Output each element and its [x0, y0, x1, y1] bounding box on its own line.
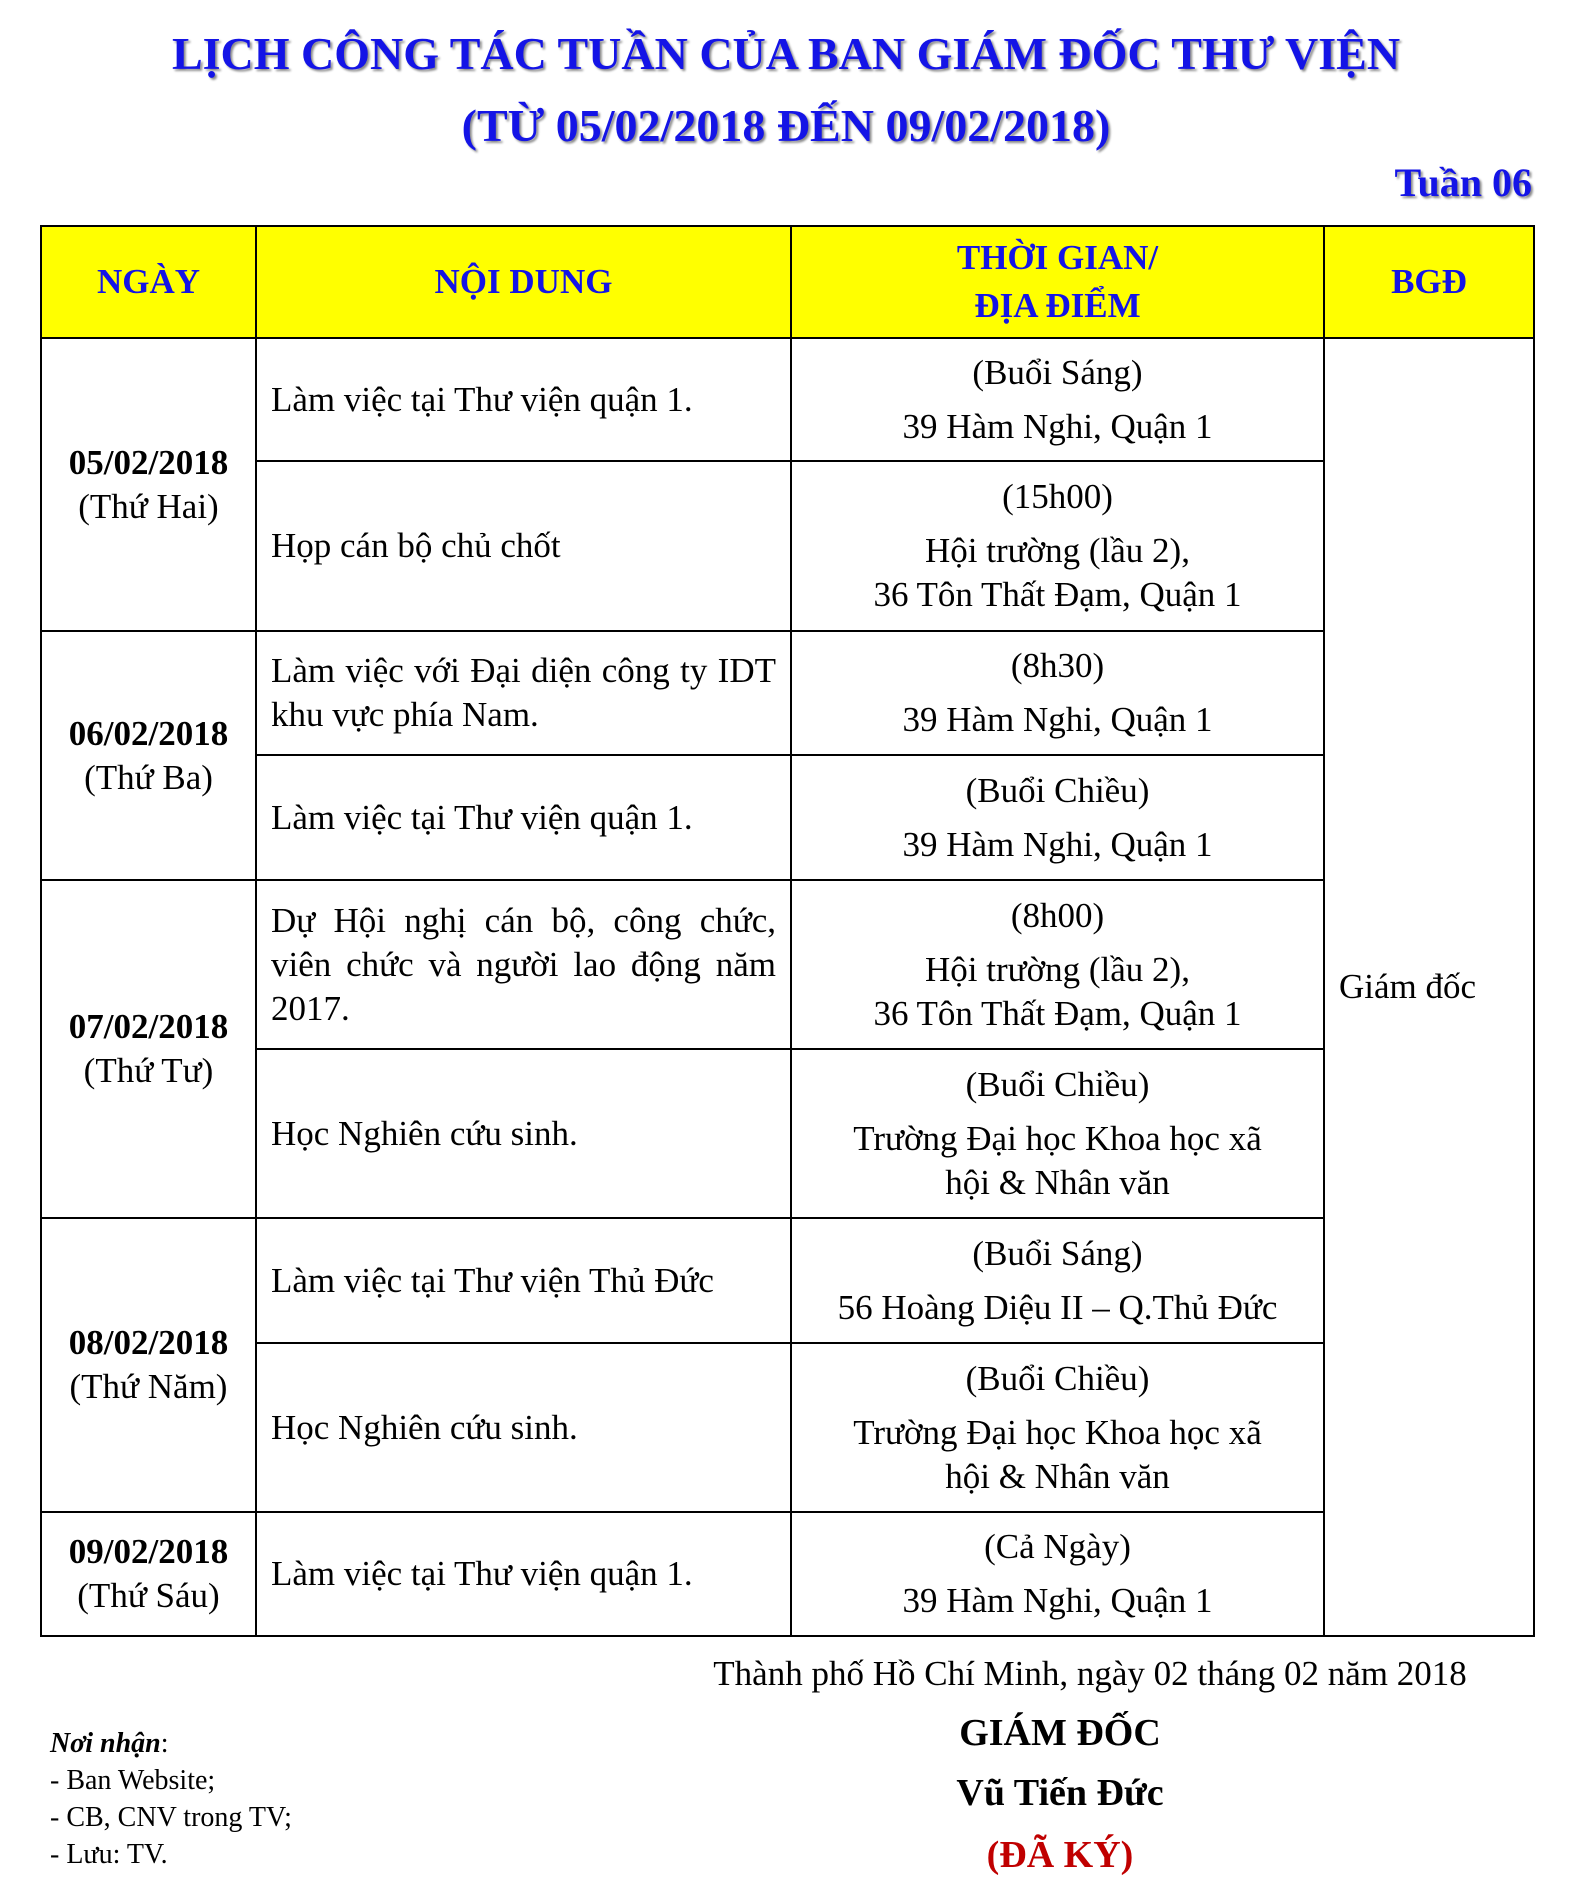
- signed-mark: (ĐÃ KÝ): [986, 1834, 1134, 1876]
- content-cell: Làm việc tại Thư viện quận 1.: [256, 338, 791, 461]
- time-text: (Buổi Sáng): [972, 1233, 1143, 1273]
- content-cell: Họp cán bộ chủ chốt: [256, 461, 791, 631]
- table-row: [41, 461, 1534, 631]
- content-cell: Làm việc tại Thư viện Thủ Đức: [256, 1218, 791, 1343]
- day-weekday: (Thứ Ba): [84, 757, 213, 797]
- day-date: 07/02/2018: [68, 1007, 229, 1046]
- day-cell: [41, 1512, 256, 1636]
- day-date: 08/02/2018: [68, 1323, 229, 1362]
- day-cell: [41, 631, 256, 880]
- time-text: (15h00): [1002, 477, 1113, 516]
- content-cell: Học Nghiên cứu sinh.: [256, 1049, 791, 1218]
- time-place-cell: [791, 1343, 1324, 1512]
- place-text: Hội trường (lầu 2),: [925, 949, 1190, 989]
- place-text: 39 Hàm Nghi, Quận 1: [902, 406, 1213, 446]
- place-text: 56 Hoàng Diệu II – Q.Thủ Đức: [837, 1287, 1278, 1327]
- content-cell: Học Nghiên cứu sinh.: [256, 1343, 791, 1512]
- recipients-heading: [50, 1725, 292, 1762]
- time-text: (8h00): [1010, 895, 1105, 935]
- place-text: 39 Hàm Nghi, Quận 1: [902, 1581, 1213, 1620]
- table-row: [41, 631, 1534, 755]
- day-cell: [41, 1218, 256, 1512]
- content-cell: Làm việc tại Thư viện quận 1.: [256, 1512, 791, 1636]
- table-row: [41, 1049, 1534, 1218]
- day-weekday: (Thứ Năm): [69, 1367, 228, 1406]
- content-cell: Làm việc tại Thư viện quận 1.: [256, 755, 791, 880]
- content-cell: Dự Hội nghị cán bộ, công chức, viên chức và người lao động năm 2017.: [256, 880, 791, 1049]
- document-date-range: (TỪ 05/02/2018 ĐẾN 09/02/2018): [461, 100, 1111, 151]
- recipients-colon: :: [160, 1728, 169, 1759]
- column-header-content: NỘI DUNG: [256, 226, 791, 338]
- day-cell: [41, 338, 256, 631]
- column-header-place: ĐỊA ĐIỂM: [974, 286, 1141, 325]
- place-text: 39 Hàm Nghi, Quận 1: [902, 824, 1213, 864]
- place-text: hội & Nhân văn: [945, 1162, 1170, 1202]
- table-row: [41, 1343, 1534, 1512]
- time-place-cell: [791, 338, 1324, 461]
- table-row: [41, 755, 1534, 880]
- day-cell: [41, 880, 256, 1218]
- time-place-cell: [791, 461, 1324, 631]
- table-row: [41, 880, 1534, 1049]
- time-place-cell: [791, 755, 1324, 880]
- recipient-item: - Lưu: TV.: [50, 1839, 168, 1870]
- column-header-bgd: BGĐ: [1324, 226, 1534, 338]
- time-place-cell: [791, 1218, 1324, 1343]
- bgd-cell: Giám đốc: [1324, 338, 1534, 1636]
- time-text: (Buổi Chiều): [965, 1064, 1150, 1104]
- table-row: [41, 1512, 1534, 1636]
- table-row: [41, 338, 1534, 461]
- content-cell: Làm việc với Đại diện công ty IDT khu vực phía Nam.: [256, 631, 791, 755]
- place-text: Trường Đại học Khoa học xã: [853, 1118, 1262, 1158]
- place-text: 36 Tôn Thất Đạm, Quận 1: [873, 993, 1242, 1033]
- day-date: 06/02/2018: [68, 713, 229, 753]
- time-text: (Buổi Sáng): [972, 352, 1143, 392]
- recipient-item: - CB, CNV trong TV;: [50, 1802, 292, 1833]
- week-number: Tuần 06: [1394, 160, 1532, 205]
- day-weekday: (Thứ Hai): [78, 486, 219, 526]
- day-date: 05/02/2018: [68, 442, 229, 482]
- place-text: 39 Hàm Nghi, Quận 1: [902, 700, 1213, 739]
- table-header-row: [41, 226, 1534, 338]
- time-place-cell: [791, 631, 1324, 755]
- document-title: LỊCH CÔNG TÁC TUẦN CỦA BAN GIÁM ĐỐC THƯ VIỆN: [171, 28, 1401, 79]
- place-text: Hội trường (lầu 2),: [925, 531, 1190, 570]
- recipients-block: [50, 1725, 292, 1873]
- column-header-time: THỜI GIAN/: [956, 238, 1159, 277]
- signer-title: GIÁM ĐỐC: [959, 1712, 1161, 1754]
- time-text: (Buổi Chiều): [965, 770, 1150, 810]
- time-text: (Cả Ngày): [984, 1527, 1131, 1566]
- day-weekday: (Thứ Sáu): [77, 1576, 220, 1615]
- day-weekday: (Thứ Tư): [83, 1051, 214, 1090]
- time-text: (Buổi Chiều): [965, 1358, 1150, 1398]
- time-place-cell: [791, 880, 1324, 1049]
- recipient-item: - Ban Website;: [50, 1765, 216, 1796]
- time-text: (8h30): [1010, 646, 1105, 685]
- schedule-table: [40, 225, 1535, 1637]
- table-row: [41, 1218, 1534, 1343]
- column-header-time-place: [791, 226, 1324, 338]
- place-date-line: Thành phố Hồ Chí Minh, ngày 02 tháng 02 năm 2018: [713, 1654, 1467, 1693]
- signer-name: Vũ Tiến Đức: [956, 1772, 1164, 1814]
- time-place-cell: [791, 1049, 1324, 1218]
- place-text: 36 Tôn Thất Đạm, Quận 1: [873, 575, 1242, 614]
- column-header-day: NGÀY: [41, 226, 256, 338]
- place-text: hội & Nhân văn: [945, 1456, 1170, 1496]
- day-date: 09/02/2018: [68, 1532, 229, 1571]
- place-text: Trường Đại học Khoa học xã: [853, 1412, 1262, 1452]
- recipients-title: Nơi nhận: [50, 1728, 161, 1759]
- time-place-cell: [791, 1512, 1324, 1636]
